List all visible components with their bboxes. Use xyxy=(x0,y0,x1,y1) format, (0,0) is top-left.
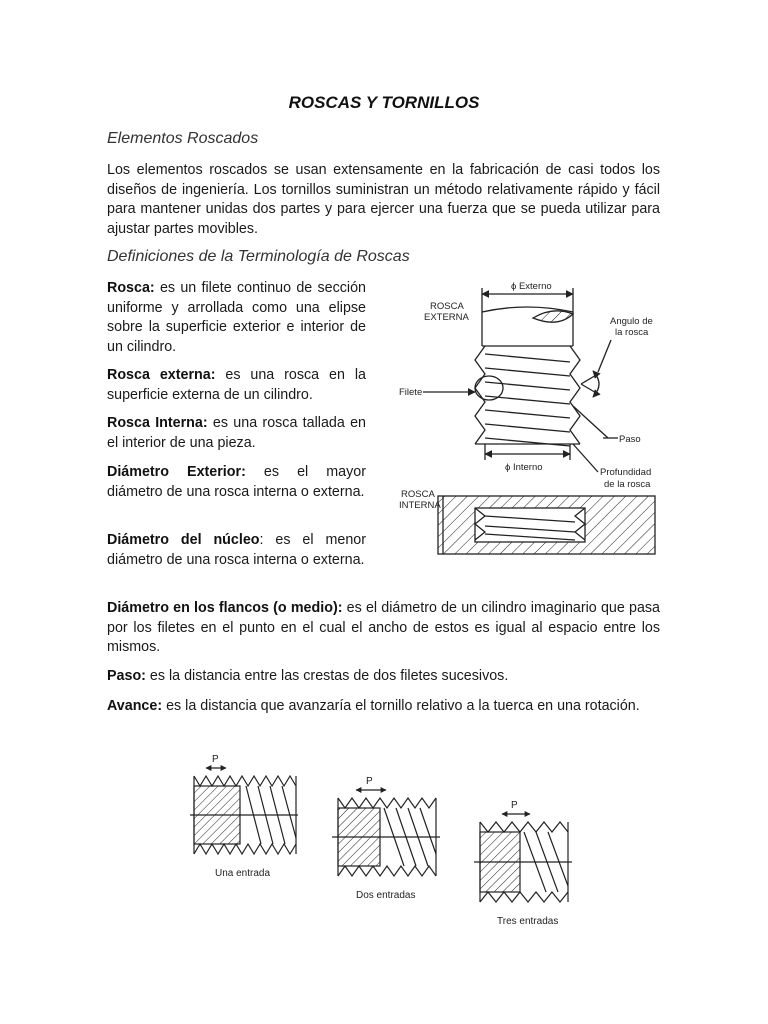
def-text: es un filete continuo de sección uniforme y arrollada como una elipse sobre la superficie exterior e interior de un cilindro. xyxy=(107,280,366,355)
label-tres-entradas: Tres entradas xyxy=(497,916,559,927)
section-heading-elementos: Elementos Roscados xyxy=(107,130,259,147)
def-text: : es el menor diámetro de una rosca interna o externa. xyxy=(107,532,366,568)
def-term: Diámetro Exterior: xyxy=(107,464,246,480)
def-diametro-exterior xyxy=(107,463,366,502)
def-diametro-flancos xyxy=(107,599,660,658)
def-term: Paso: xyxy=(107,668,146,684)
label-filete: Filete xyxy=(399,387,423,398)
def-text: es una rosca en la superficie externa de un cilindro. xyxy=(107,367,366,403)
label-rosca-externa-1: ROSCA xyxy=(430,301,464,312)
thread-starts-diagram xyxy=(186,750,576,930)
def-term: Diámetro del núcleo xyxy=(107,532,260,548)
def-text: es una rosca tallada en el interior de una pieza. xyxy=(107,415,366,451)
label-rosca-interna-2: INTERNA xyxy=(399,500,441,511)
def-paso xyxy=(107,667,660,687)
def-text: es el mayor diámetro de una rosca interna o externa. xyxy=(107,464,366,500)
def-rosca-interna xyxy=(107,414,366,453)
page-title: ROSCAS Y TORNILLOS xyxy=(288,93,480,112)
def-text: es el diámetro de un cilindro imaginario que pasa por los filetes en el punto en el cual el ancho de estos es igual al espacio entre los mismos. xyxy=(107,600,660,655)
def-rosca-externa xyxy=(107,366,366,405)
def-rosca xyxy=(107,279,366,357)
label-p-dos: P xyxy=(366,776,373,787)
label-p-una: P xyxy=(212,754,219,765)
def-term: Diámetro en los flancos (o medio): xyxy=(107,600,343,616)
def-diametro-nucleo xyxy=(107,531,366,570)
label-angulo-1: Angulo de xyxy=(610,316,653,327)
def-term: Rosca: xyxy=(107,280,155,296)
def-term: Avance: xyxy=(107,698,163,714)
label-dos-entradas: Dos entradas xyxy=(356,890,416,901)
def-avance xyxy=(107,697,660,717)
intro-paragraph: Los elementos roscados se usan extensamente en la fabricación de casi todos los diseños de ingeniería. Los tornillos suministran un método relativamente rápido y fácil para mantener unidas dos partes y para ejercer una fuerza que se pueda utilizar para ajustar partes movibles. xyxy=(107,162,660,237)
label-una-entrada: Una entrada xyxy=(215,868,271,879)
label-interno: ϕ Interno xyxy=(505,462,543,473)
label-profundidad-1: Profundidad xyxy=(600,467,652,478)
section-heading-definiciones: Definiciones de la Terminología de Roscas xyxy=(107,248,410,265)
def-text: es la distancia entre las crestas de dos filetes sucesivos. xyxy=(145,668,509,684)
def-term: Rosca Interna: xyxy=(107,415,208,431)
label-profundidad-2: de la rosca xyxy=(604,479,651,490)
label-p-tres: P xyxy=(511,800,518,811)
def-term: Rosca externa: xyxy=(107,367,216,383)
label-externo: ϕ Externo xyxy=(511,281,552,292)
thread-terminology-diagram xyxy=(393,276,665,560)
label-angulo-2: la rosca xyxy=(615,327,649,338)
label-rosca-interna-1: ROSCA xyxy=(401,489,435,500)
label-rosca-externa-2: EXTERNA xyxy=(424,312,469,323)
def-text: es la distancia que avanzaría el tornillo relativo a la tuerca en una rotación. xyxy=(162,698,640,714)
label-paso: Paso xyxy=(619,434,641,445)
